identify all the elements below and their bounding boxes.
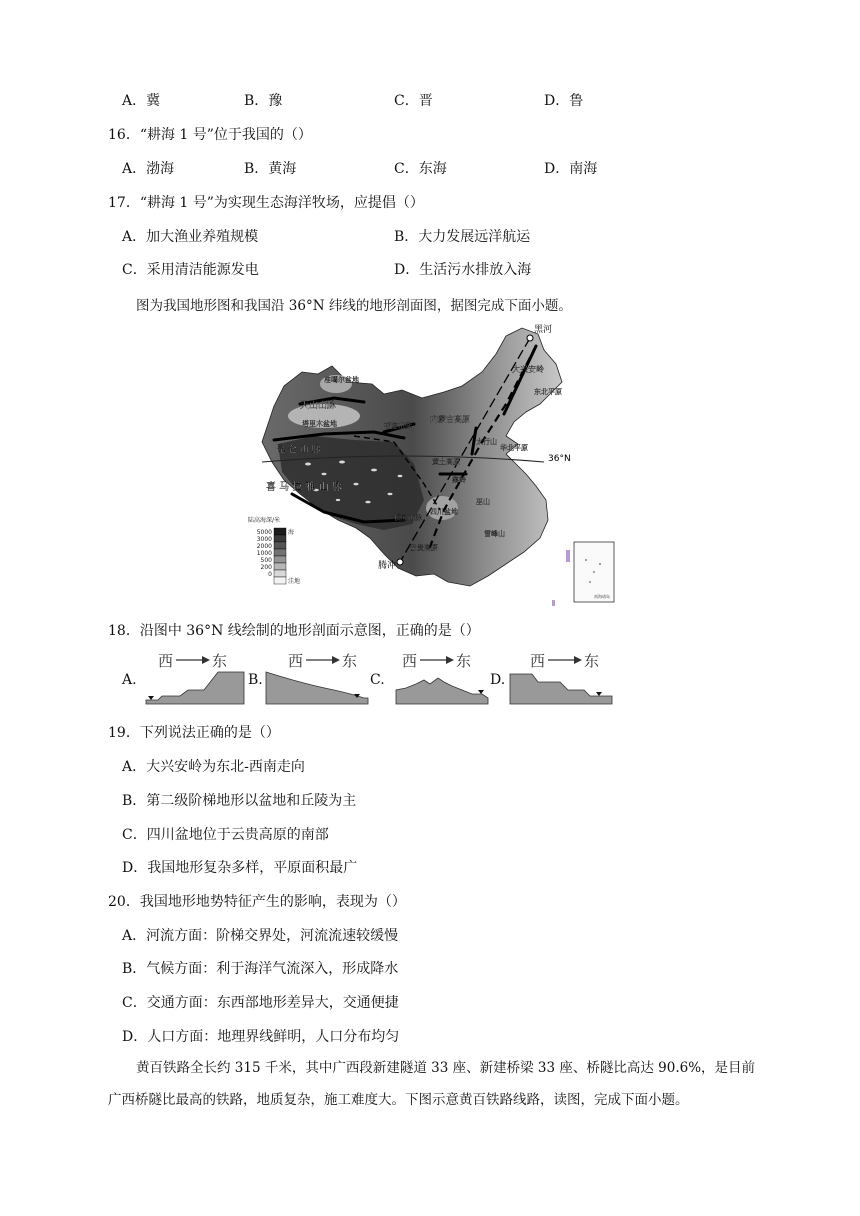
- q15-option-a: A．冀: [122, 93, 161, 109]
- map-intro-text: 图为我国地形图和我国沿 36°N 纬线的地形剖面图，据图完成下面小题。: [136, 298, 572, 314]
- label-kunlun: 昆 仑 山 脉: [276, 445, 321, 455]
- label-himalaya: 喜 马 拉 雅 山 脉: [266, 482, 342, 493]
- label-wushan: 巫山: [476, 498, 490, 506]
- label-dongbei: 东北平原: [534, 388, 562, 396]
- q16-option-c: C．东海: [394, 161, 447, 177]
- q15-option-d: D．鲁: [544, 93, 584, 109]
- label-taihang: 太行山: [476, 438, 497, 446]
- label-hengduan: 横断山脉: [394, 514, 422, 522]
- svg-text:西: 西: [288, 652, 304, 670]
- svg-text:500: 500: [260, 557, 272, 564]
- label-sichuan: 四川盆地: [430, 508, 458, 516]
- label-tarim: 塔里木盆地: [302, 420, 337, 428]
- q20-option-a: A．河流方面：阶梯交界处，河流流速较缓慢: [122, 928, 399, 944]
- q18-profile-d: [508, 650, 614, 708]
- q15-option-c: C．晋: [394, 93, 433, 109]
- q16-stem: 16．“耕海 1 号”位于我国的（）: [108, 127, 312, 143]
- q15-option-b: B．豫: [244, 93, 283, 109]
- q19-stem: 19．下列说法正确的是（）: [108, 725, 280, 741]
- svg-text:东: 东: [584, 652, 600, 670]
- label-tengchong: 腾冲: [378, 561, 397, 571]
- svg-text:洼地: 洼地: [288, 578, 301, 585]
- label-36n: 36°N: [548, 454, 571, 464]
- q20-option-b: B．气候方面：利于海洋气流深入，形成降水: [122, 961, 399, 977]
- q17-option-c: C．采用清洁能源发电: [122, 262, 259, 278]
- q19-option-a: A．大兴安岭为东北-西南走向: [122, 759, 305, 775]
- q17-option-b: B．大力发展远洋航运: [394, 229, 531, 245]
- label-huangtu: 黄土高原: [432, 458, 460, 466]
- q20-option-d: D．人口方面：地理界线鲜明，人口分布均匀: [122, 1029, 400, 1045]
- svg-text:5000: 5000: [256, 529, 272, 536]
- q19-option-d: D．我国地形复杂多样，平原面积最广: [122, 860, 358, 876]
- q17-option-d: D．生活污水排放入海: [394, 262, 532, 278]
- q18-profile-b: [264, 650, 372, 708]
- rail-intro-text: 黄百铁路全长约 315 千米，其中广西段新建隧道 33 座、新建桥梁 33 座、桥隧比高达 90.6%，是目前广西桥隧比最高的铁路，地质复杂，施工难度大。下图示意黄百铁路线路，读图，完成下面小题。: [108, 1060, 756, 1108]
- q19-option-b: B．第二级阶梯地形以盆地和丘陵为主: [122, 793, 357, 809]
- svg-text:东: 东: [456, 652, 472, 670]
- q18-profile-a: [144, 650, 248, 708]
- inset-label: 南海诸岛: [594, 594, 610, 599]
- svg-text:200: 200: [260, 564, 272, 571]
- q18-profile-c: [392, 650, 492, 708]
- q18-stem: 18．沿图中 36°N 线绘制的地形剖面示意图，正确的是（）: [108, 623, 480, 639]
- q16-option-b: B．黄海: [244, 161, 297, 177]
- q16-option-a: A．渤海: [122, 161, 175, 177]
- q17-stem: 17．“耕海 1 号”为实现生态海洋牧场，应提倡（）: [108, 195, 424, 211]
- q18-option-d: D.: [490, 672, 506, 688]
- svg-text:西: 西: [402, 652, 418, 670]
- svg-text:海: 海: [288, 529, 295, 536]
- svg-text:3000: 3000: [256, 536, 272, 543]
- q18-option-b: B.: [248, 672, 263, 688]
- q20-stem: 20．我国地形地势特征产生的影响，表现为（）: [108, 894, 406, 910]
- svg-text:西: 西: [530, 652, 546, 670]
- svg-text:东: 东: [212, 652, 228, 670]
- label-junggar: 准噶尔盆地: [324, 376, 359, 384]
- label-huabei: 华北平原: [500, 444, 528, 452]
- q18-option-a: A.: [122, 672, 137, 688]
- q19-option-c: C．四川盆地位于云贵高原的南部: [122, 827, 329, 843]
- label-yungui: 云贵高原: [410, 544, 438, 552]
- svg-text:西: 西: [158, 652, 174, 670]
- label-xuefeng: 雪峰山: [484, 530, 505, 538]
- svg-text:0: 0: [268, 571, 272, 578]
- label-qinling: 秦岭: [452, 476, 466, 484]
- label-daxinganling: 大兴安岭: [512, 365, 544, 374]
- svg-text:1000: 1000: [256, 550, 272, 557]
- q18-option-c: C.: [370, 672, 385, 688]
- label-tianshan: 天山山脉: [300, 401, 337, 411]
- svg-text:东: 东: [342, 652, 358, 670]
- q20-option-c: C．交通方面：东西部地形差异大，交通便捷: [122, 995, 399, 1011]
- q16-option-d: D．南海: [544, 161, 598, 177]
- legend-title: 陆高海深/米: [248, 517, 281, 524]
- svg-text:2000: 2000: [256, 543, 272, 550]
- q17-option-a: A．加大渔业养殖规模: [122, 229, 259, 245]
- china-terrain-map: [244, 324, 616, 610]
- label-qilian: 祁连山脉: [384, 422, 412, 430]
- label-heihe: 黑河: [534, 325, 553, 335]
- label-neimenggu: 内蒙古高原: [430, 415, 470, 424]
- elevation-legend: [248, 516, 300, 585]
